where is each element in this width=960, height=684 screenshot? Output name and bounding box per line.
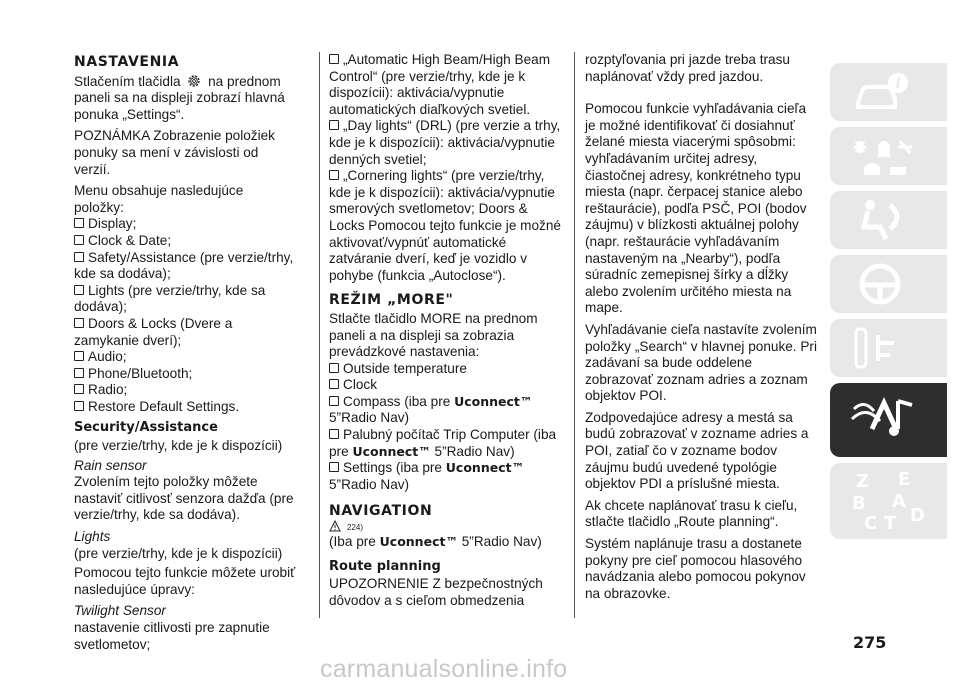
list-item: Doors & Locks (Dvere a zamykanie dverí);	[74, 315, 233, 348]
note-text: POZNÁMKA Zobrazenie položiek ponuky sa mení v závislosti od verzií.	[74, 128, 275, 177]
key-icon	[850, 325, 910, 371]
rain-sensor-title: Rain sensor	[74, 457, 147, 473]
paragraph: Vyhľadávanie cieľa nastavíte zvolením položky „Search“ v hlavnej ponuke. Pri zadávaní sa bude oddelene zobrazovať zoznam adries a zoznam objektov POI.	[585, 321, 817, 404]
warning-lights-icon	[850, 133, 920, 179]
subheading-security: Security/Assistance	[74, 420, 218, 436]
list-item: Palubný počítač Trip Computer (iba pre Uconnect™ 5”Radio Nav)	[329, 427, 557, 459]
checkbox-bullet-icon	[329, 462, 339, 472]
index-letter: B	[852, 493, 866, 514]
checkbox-bullet-icon	[74, 351, 84, 361]
column-divider	[319, 52, 320, 618]
checkbox-bullet-icon	[329, 429, 339, 439]
checkbox-bullet-icon	[329, 379, 339, 389]
column-2	[329, 52, 561, 614]
chapter-sidebar	[830, 63, 947, 613]
twilight-text: nastavenie citlivosti pre zapnutie svetlometov;	[74, 620, 270, 652]
list-item: Audio;	[74, 349, 296, 366]
tab-index[interactable]	[830, 463, 947, 539]
index-letter: Z	[856, 471, 870, 492]
list-item: Restore Default Settings.	[74, 399, 296, 416]
route-text: UPOZORNENIE Z bezpečnostných dôvodov a s cieľom obmedzenia	[329, 576, 543, 608]
car-info-icon	[850, 69, 910, 115]
list-item: Clock & Date;	[74, 233, 296, 250]
paragraph: Systém naplánuje trasu a dostanete pokyny pre cieľ pomocou hlasového navádzania alebo pomocou pokynov na obrazovke.	[585, 536, 806, 601]
warning-triangle-icon	[329, 520, 341, 532]
index-letter: T	[884, 513, 897, 534]
tab-multimedia[interactable]	[830, 383, 947, 457]
rain-sensor-text: Zvolením tejto položky môžete nastaviť citlivosť senzora dažďa (pre verzie/trhy, kde sa dodáva).	[74, 474, 294, 523]
paragraph: Ak chcete naplánovať trasu k cieľu, stlačte tlačidlo „Route planning“.	[585, 497, 798, 530]
list-item: Safety/Assistance (pre verzie/trhy, kde sa dodáva);	[74, 249, 294, 282]
column-divider	[574, 52, 575, 618]
checkbox-bullet-icon	[74, 285, 84, 295]
nav-note: (Iba pre Uconnect™ 5”Radio Nav)	[329, 534, 542, 550]
section-heading-settings: NASTAVENIA	[74, 54, 180, 70]
list-item: Settings (iba pre Uconnect™ 5”Radio Nav)	[329, 460, 525, 492]
index-letter: A	[892, 491, 906, 512]
checkbox-bullet-icon	[329, 396, 339, 406]
page-number: 275	[853, 633, 887, 652]
tab-steering-wheel[interactable]	[830, 255, 947, 313]
steering-wheel-icon	[850, 261, 910, 307]
more-text: Stlačte tlačidlo MORE na prednom paneli a na displeji sa zobrazia prevádzkové nastavenia:	[329, 310, 538, 360]
paragraph: rozptyľovania pri jazde treba trasu naplánovať vždy pred jazdou.	[585, 52, 790, 84]
watermark: carmanualsonline.info	[320, 655, 568, 683]
list-item: Clock	[329, 377, 561, 394]
list-item: Outside temperature	[329, 361, 561, 378]
reference-number: 224)	[347, 523, 364, 533]
checkbox-bullet-icon	[74, 401, 84, 411]
tab-warning-lights[interactable]	[830, 127, 947, 185]
checkbox-bullet-icon	[74, 318, 84, 328]
checkbox-bullet-icon	[329, 363, 339, 373]
column-1	[74, 54, 296, 658]
paragraph: Pomocou funkcie vyhľadávania cieľa je možné identifikovať či dosiahnuť želané miesta viacerými spôsobmi: vyhľadávaním určitej adresy, čiastočnej adresy, konkrétneho typu miesta (napr. čerpacej stanice alebo reštaurácie), podľa PSČ, POI (bodov záujmu) v blízkosti aktuálnej polohy (napr. reštaurácie vyhľadávaním nastaveným na „Nearby“), podľa súradníc zemepisnej šírky a dĺžky alebo zvolením určitého miesta na mape.	[585, 101, 807, 316]
tab-airbag[interactable]	[830, 191, 947, 249]
index-letter: D	[910, 505, 925, 526]
list-item: Compass (iba pre Uconnect™ 5”Radio Nav)	[329, 393, 533, 426]
section-heading-navigation: NAVIGATION	[329, 503, 433, 520]
index-letter: E	[898, 469, 911, 490]
checkbox-bullet-icon	[74, 235, 84, 245]
list-item: „Day lights“ (DRL) (pre verzie a trhy, kde je k dispozícii): aktivácia/vypnutie denných svetiel;	[329, 118, 561, 167]
warning-reference	[329, 520, 561, 534]
tab-key[interactable]	[830, 319, 947, 377]
column-3	[585, 52, 820, 607]
menu-intro: Menu obsahuje nasledujúce položky:	[74, 183, 244, 215]
paragraph: Zodpovedajúce adresy a mestá sa budú zobrazovať v zozname adries a POI, zatiaľ čo v zozname bodov záujmu budú uvedené typológie objektov PDI a príslušné miesta.	[585, 409, 809, 492]
checkbox-bullet-icon	[74, 368, 84, 378]
checkbox-bullet-icon	[74, 384, 84, 394]
multimedia-icon	[850, 389, 930, 453]
list-item: Radio;	[74, 382, 296, 399]
checkbox-bullet-icon	[329, 170, 339, 180]
list-item: „Cornering lights“ (pre verzie/trhy, kde je k dispozícii): aktivácia/vypnutie smerových svetlometov; Doors & Locks Pomocou tejto funkcie je možné aktivovať/vypnúť automatické zatváranie dverí, keď je vozidlo v pohybe (funkcia „Autoclose“).	[329, 168, 561, 283]
settings-intro: Stlačením tlačidla na prednom paneli sa na displeji zobrazí hlavná ponuka „Settings“.	[74, 73, 285, 122]
checkbox-bullet-icon	[329, 54, 339, 64]
subheading-route-planning: Route planning	[329, 558, 441, 574]
list-item: „Automatic High Beam/High Beam Control“ (pre verzie/trhy, kde je k dispozícii): aktivácia/vypnutie automatických diaľkových svetiel.	[329, 52, 551, 117]
checkbox-bullet-icon	[74, 252, 84, 262]
index-icon	[850, 469, 930, 535]
section-heading-more: REŽIM „MORE"	[329, 292, 454, 309]
lights-title: Lights	[74, 529, 111, 545]
list-item: Phone/Bluetooth;	[74, 366, 296, 383]
security-note: (pre verzie/trhy, kde je k dispozícii)	[74, 438, 283, 454]
svg-text:i: i	[895, 76, 901, 92]
tab-car-info[interactable]	[830, 63, 947, 121]
index-letter: C	[864, 513, 878, 534]
menu-list	[74, 216, 296, 415]
lights-text: Pomocou tejto funkcie môžete urobiť nasledujúce úpravy:	[74, 565, 296, 597]
twilight-title: Twilight Sensor	[74, 603, 166, 619]
list-item: Lights (pre verzie/trhy, kde sa dodáva);	[74, 282, 266, 315]
checkbox-bullet-icon	[329, 120, 339, 130]
list-item: Display;	[74, 216, 296, 233]
airbag-icon	[850, 197, 910, 243]
checkbox-bullet-icon	[74, 218, 84, 228]
gear-icon	[186, 73, 202, 89]
lights-note: (pre verzie/trhy, kde je k dispozícii)	[74, 545, 283, 561]
